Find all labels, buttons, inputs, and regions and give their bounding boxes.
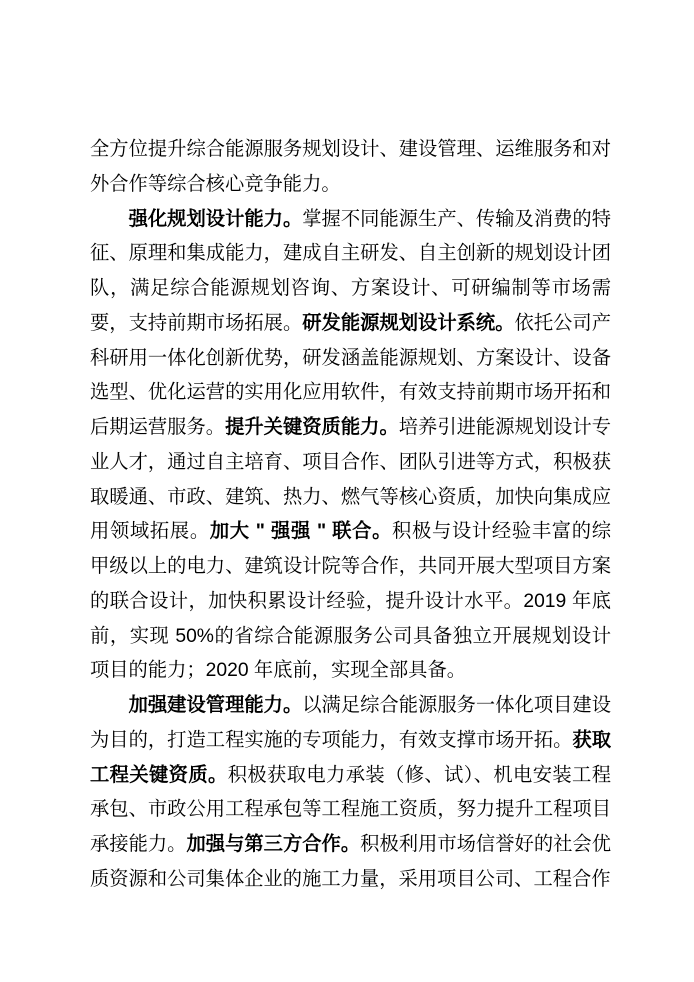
text-run: 积极利用市场信誉好的社会优质资源和公司集体企业的施工力量，采用项目公司、工程合作 <box>90 834 611 890</box>
bold-heading-run: 获取工程关键资质。 <box>90 729 611 786</box>
paragraph <box>90 689 611 898</box>
text-run: 培养引进能源规划设计专业人才，通过自主培育、项目合作、团队引进等方式，积极获取暖通、市政、建筑、热力、燃气等核心资质，加快向集成应用领域拓展。 <box>90 417 611 543</box>
bold-heading-run: 加强与第三方合作。 <box>186 834 361 855</box>
text-run: 全方位提升综合能源服务规划设计、建设管理、运维服务和对外合作等综合核心竞争能力。 <box>90 139 611 195</box>
text-run: 积极获取电力承装（修、试）、机电安装工程承包、市政公用工程承包等工程施工资质，努力提升工程项目承接能力。 <box>90 764 612 855</box>
bold-heading-run: 强化规划设计能力。 <box>128 208 303 230</box>
text-run: 积极与设计经验丰富的综甲级以上的电力、建筑设计院等合作，共同开展大型项目方案的联合设计，加快积累设计经验，提升设计水平。2019 年底前，实现 50%的省综合能源服务公司具备独立开展规划设计项目的能力；2020 年底前，实现全部具备。 <box>90 521 612 682</box>
bold-heading-run: 提升关键资质能力。 <box>225 417 399 438</box>
bold-heading-run: 加大 " 强强 " 联合。 <box>209 521 393 543</box>
text-run: 以满足综合能源服务一体化项目建设为目的，打造工程实施的专项能力，有效支撑市场开拓。 <box>90 695 611 751</box>
text-run: 依托公司产科研用一体化创新优势，研发涵盖能源规划、方案设计、设备选型、优化运营的实用化应用软件，有效支持前期市场开拓和后期运营服务。 <box>90 312 611 438</box>
text-run: 掌握不同能源生产、传输及消费的特征、原理和集成能力，建成自主研发、自主创新的规划设计团队，满足综合能源规划咨询、方案设计、可研编制等市场需要，支持前期市场拓展。 <box>90 208 611 334</box>
document-body <box>90 133 611 898</box>
bold-heading-run: 加强建设管理能力。 <box>128 695 303 716</box>
paragraph <box>90 203 611 690</box>
paragraph <box>90 133 611 203</box>
bold-heading-run: 研发能源规划设计系统。 <box>302 312 515 334</box>
